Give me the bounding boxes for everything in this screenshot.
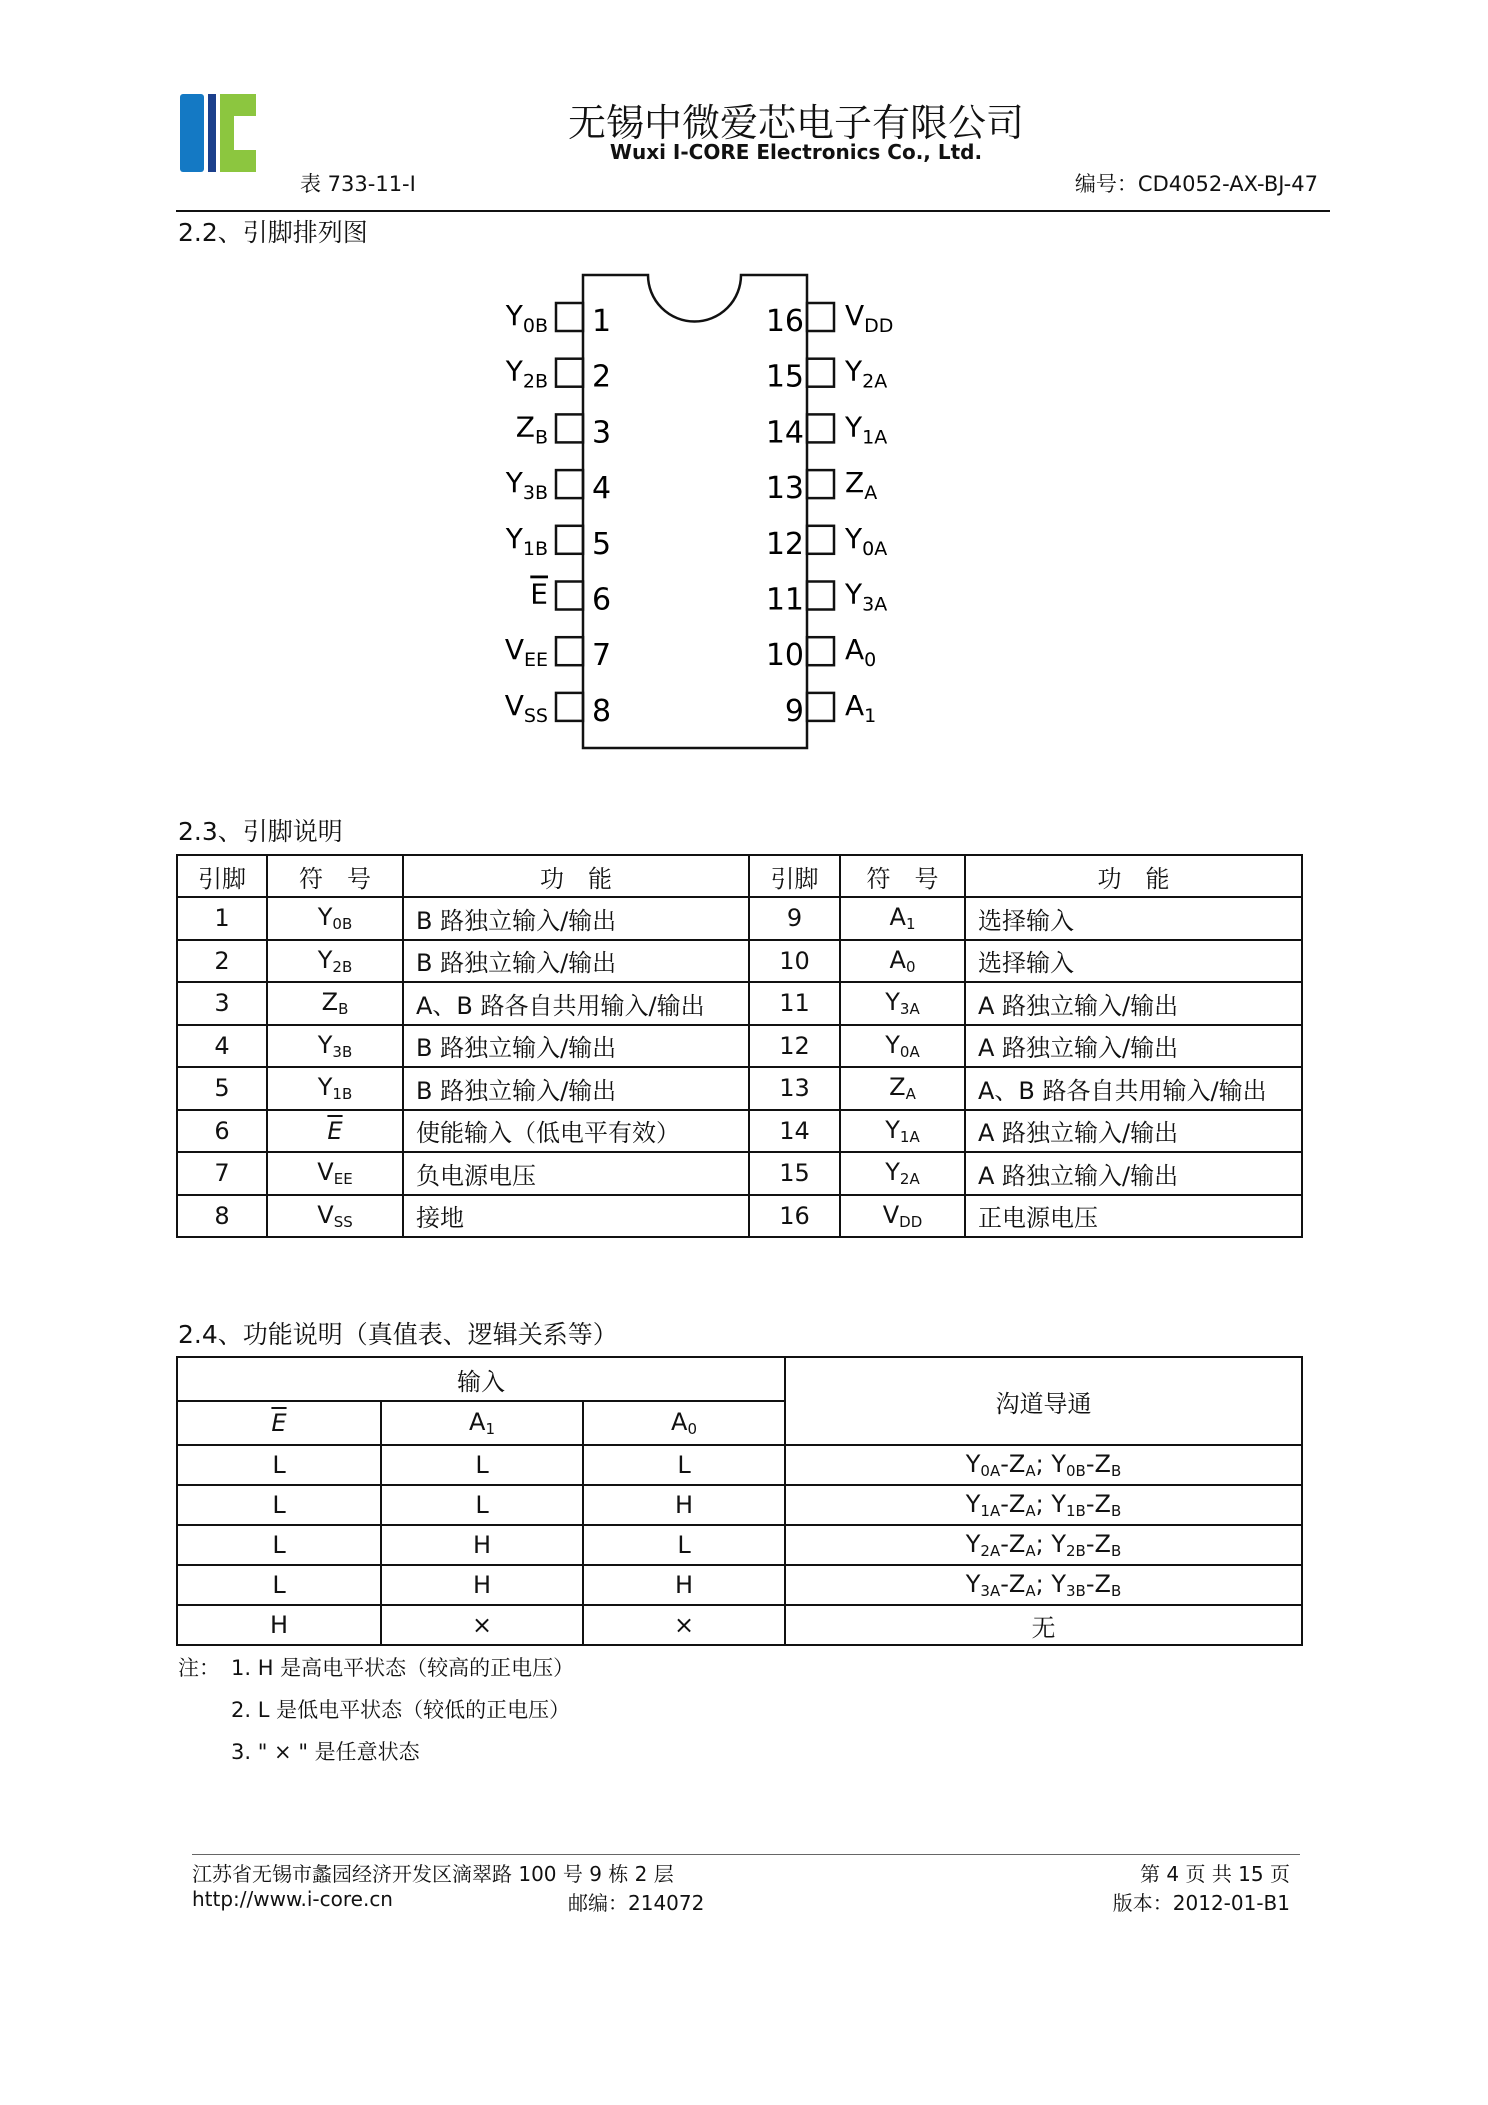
pin-number: 13: [765, 471, 804, 507]
function-cell: 负电源电压: [403, 1152, 749, 1195]
table-row: [177, 940, 1302, 983]
symbol-main: Y: [317, 945, 333, 974]
footer-page-number: 第 4 页 共 15 页: [1140, 1862, 1290, 1886]
pin-label: $Z_B$: [515, 410, 548, 449]
notes-label: 注：: [178, 1656, 220, 1680]
pin-pad: [556, 582, 583, 610]
pin-number-cell: 4: [177, 1025, 267, 1068]
symbol-subscript: 3A: [899, 1000, 920, 1019]
header-cell: 符 号: [267, 855, 403, 897]
section-heading-pin-description: 2.3、引脚说明: [178, 817, 343, 846]
table-row: [177, 1565, 1302, 1605]
pin-pad: [556, 303, 583, 331]
function-cell: 接地: [403, 1195, 749, 1238]
input-cell: L: [177, 1485, 381, 1525]
symbol-subscript: 2A: [899, 1170, 920, 1189]
symbol-cell: [267, 1195, 403, 1238]
input-cell: H: [177, 1605, 381, 1645]
symbol-cell: [267, 897, 403, 940]
pin-number-cell: 3: [177, 982, 267, 1025]
table-row: [177, 1025, 1302, 1068]
channel-cell: $Y_{2A}-Z_A$; $Y_{2B}-Z_B$: [785, 1525, 1302, 1565]
symbol-main: A: [469, 1408, 486, 1436]
pin-number-cell: 2: [177, 940, 267, 983]
symbol-cell: [840, 1067, 965, 1110]
channel-cell: $Y_{3A}-Z_A$; $Y_{3B}-Z_B$: [785, 1565, 1302, 1605]
pin-symbol: [890, 946, 916, 974]
pin-pad: [807, 637, 834, 665]
symbol-main: Y: [317, 1073, 333, 1102]
pin-number-cell: 16: [749, 1195, 840, 1238]
symbol-cell: [267, 940, 403, 983]
function-cell: 正电源电压: [965, 1195, 1302, 1238]
input-cell: L: [583, 1525, 785, 1565]
symbol-main: V: [317, 1200, 334, 1229]
pin-pad: [556, 526, 583, 554]
pin-number: 11: [765, 582, 804, 618]
symbol-main: Y: [317, 903, 333, 932]
pin-number: 7: [592, 638, 612, 674]
function-cell: A 路独立输入/输出: [965, 1025, 1302, 1068]
symbol-main: $\overline{E}$: [327, 1116, 343, 1145]
table-row: [177, 1195, 1302, 1238]
pin-pad: [556, 693, 583, 721]
pin-label: $V_{EE}$: [504, 633, 548, 672]
input-cell: H: [381, 1525, 583, 1565]
function-cell: B 路独立输入/输出: [403, 1025, 749, 1068]
pin-symbol: [271, 1409, 286, 1437]
pin-label: $Y_{3A}$: [845, 577, 888, 616]
symbol-subscript: SS: [333, 1212, 353, 1231]
pin-pad: [807, 526, 834, 554]
pin-symbol: [889, 903, 916, 934]
function-cell: B 路独立输入/输出: [403, 897, 749, 940]
input-cell: L: [381, 1485, 583, 1525]
pin-label: $Y_{2A}$: [845, 354, 888, 393]
table-row: [177, 897, 1302, 940]
header-cell: 功 能: [403, 855, 749, 897]
symbol-subscript: 2B: [332, 957, 353, 976]
header-cell: 引脚: [749, 855, 840, 897]
symbol-main: Y: [885, 988, 900, 1017]
symbol-subscript: DD: [899, 1212, 923, 1231]
pin-symbol: [318, 1031, 353, 1059]
section-heading-pinout: 2.2、引脚排列图: [178, 218, 368, 247]
pin-symbol: [885, 1031, 919, 1059]
pin-number: 16: [765, 304, 804, 339]
pin-label: $Y_{1A}$: [845, 410, 888, 449]
footer-address: 江苏省无锡市蠡园经济开发区滴翠路 100 号 9 栋 2 层: [192, 1862, 674, 1886]
symbol-cell: [840, 897, 965, 940]
pin-pad: [807, 414, 834, 442]
symbol-subscript: EE: [333, 1170, 353, 1189]
note-item: 2. L 是低电平状态（较低的正电压）: [231, 1698, 571, 1722]
symbol-subscript: A: [905, 1085, 916, 1104]
table-row: [177, 1445, 1302, 1485]
symbol-subscript: 0: [687, 1420, 697, 1438]
pin-symbol: [317, 1201, 352, 1229]
pin-symbol: [885, 1158, 920, 1189]
pin-pad: [556, 359, 583, 387]
header-cell: 引脚: [177, 855, 267, 897]
input-header-cell: [381, 1401, 583, 1445]
pin-pad: [807, 359, 834, 387]
pin-number: 10: [765, 638, 804, 674]
pin-number-cell: 9: [749, 897, 840, 940]
note-item: 1. H 是高电平状态（较高的正电压）: [231, 1656, 575, 1680]
input-cell: L: [381, 1445, 583, 1485]
symbol-main: Y: [885, 1115, 900, 1144]
document-number: 编号：CD4052-AX-BJ-47: [1074, 172, 1318, 196]
function-cell: 使能输入（低电平有效）: [403, 1110, 749, 1153]
table-row: [177, 1067, 1302, 1110]
pin-pad: [807, 693, 834, 721]
table-row: [177, 982, 1302, 1025]
channel-cell: $Y_{0A}-Z_A$; $Y_{0B}-Z_B$: [785, 1445, 1302, 1485]
pin-number-cell: 15: [749, 1152, 840, 1195]
output-header: 沟道导通: [785, 1357, 1302, 1445]
company-name-cn: 无锡中微爱芯电子有限公司: [567, 101, 1024, 145]
symbol-main: V: [317, 1158, 334, 1187]
pin-symbol: [318, 946, 353, 974]
symbol-main: Y: [885, 1158, 900, 1187]
symbol-main: Y: [317, 1030, 333, 1059]
function-cell: A、B 路各自共用输入/输出: [965, 1067, 1302, 1110]
table-row: [177, 1152, 1302, 1195]
pin-symbol: [317, 1158, 353, 1189]
footer-version: 版本：2012-01-B1: [1112, 1891, 1290, 1915]
pin-symbol: [469, 1408, 495, 1436]
note-item: 3. " × " 是任意状态: [231, 1740, 420, 1764]
channel-cell: $Y_{1A}-Z_A$; $Y_{1B}-Z_B$: [785, 1485, 1302, 1525]
function-cell: A、B 路各自共用输入/输出: [403, 982, 749, 1025]
pin-number: 14: [765, 415, 804, 451]
pin-label: $Y_{0B}$: [505, 299, 548, 337]
pin-number: 4: [592, 471, 612, 507]
symbol-subscript: 1: [905, 915, 916, 934]
pinout-diagram: [0, 0, 1488, 800]
pin-symbol: [883, 1201, 923, 1229]
table-row: [177, 1525, 1302, 1565]
input-cell: ×: [583, 1605, 785, 1645]
input-cell: L: [583, 1445, 785, 1485]
symbol-subscript: 0: [905, 957, 916, 976]
symbol-cell: [840, 1025, 965, 1068]
symbol-subscript: 1: [485, 1420, 495, 1438]
pin-pad: [556, 414, 583, 442]
pin-number: 15: [765, 359, 804, 395]
pin-label: $Y_{3B}$: [505, 466, 548, 505]
symbol-subscript: 1A: [899, 1127, 920, 1146]
symbol-subscript: 1B: [332, 1085, 353, 1104]
symbol-cell: [267, 1110, 403, 1153]
input-header-cell: [583, 1401, 785, 1445]
symbol-subscript: B: [338, 1000, 349, 1019]
pin-number: 12: [765, 526, 804, 562]
input-cell: H: [381, 1565, 583, 1605]
function-cell: A 路独立输入/输出: [965, 1152, 1302, 1195]
symbol-main: A: [889, 945, 906, 974]
pin-number-cell: 12: [749, 1025, 840, 1068]
pin-symbol: [317, 903, 353, 934]
function-cell: A 路独立输入/输出: [965, 1110, 1302, 1153]
table-row: [177, 1605, 1302, 1645]
footer-rule: [192, 1854, 1300, 1855]
pin-pad: [556, 470, 583, 498]
symbol-cell: [267, 1152, 403, 1195]
function-cell: A 路独立输入/输出: [965, 982, 1302, 1025]
symbol-subscript: 3B: [332, 1042, 353, 1061]
pin-number: 8: [592, 693, 612, 729]
pin-symbol: [889, 1073, 916, 1104]
pin-pad: [807, 303, 834, 331]
symbol-main: A: [889, 903, 906, 932]
input-cell: L: [177, 1445, 381, 1485]
function-cell: B 路独立输入/输出: [403, 1067, 749, 1110]
symbol-cell: [267, 1025, 403, 1068]
pin-symbol: [885, 1116, 919, 1144]
pin-number-cell: 11: [749, 982, 840, 1025]
input-cell: L: [177, 1565, 381, 1605]
function-cell: 选择输入: [965, 897, 1302, 940]
symbol-main: Z: [889, 1073, 906, 1102]
pin-number: 5: [592, 526, 612, 562]
input-cell: L: [177, 1525, 381, 1565]
pin-number: 9: [784, 693, 804, 729]
function-cell: B 路独立输入/输出: [403, 940, 749, 983]
pin-label: $Y_{1B}$: [505, 521, 548, 560]
pin-label: $V_{SS}$: [504, 688, 548, 727]
footer-postcode: 邮编：214072: [568, 1891, 705, 1915]
input-header-cell: [177, 1401, 381, 1445]
table-header-row: [177, 855, 1302, 897]
pin-symbol: [317, 1073, 353, 1104]
pin-symbol: [885, 988, 920, 1019]
channel-cell: 无: [785, 1605, 1302, 1645]
function-cell: 选择输入: [965, 940, 1302, 983]
symbol-main: V: [882, 1200, 900, 1229]
symbol-cell: [840, 1110, 965, 1153]
pin-label: $A_0$: [845, 633, 877, 672]
symbol-cell: [267, 982, 403, 1025]
pin-label: E: [530, 577, 548, 611]
pin-number-cell: 1: [177, 897, 267, 940]
section-heading-function: 2.4、功能说明（真值表、逻辑关系等）: [178, 1320, 618, 1349]
symbol-cell: [840, 1152, 965, 1195]
pin-label: $Z_A$: [845, 466, 878, 505]
pin-number: 6: [592, 582, 612, 618]
input-cell: ×: [381, 1605, 583, 1645]
pin-symbol: [321, 988, 349, 1019]
pin-symbol: [327, 1117, 342, 1145]
header-cell: 功 能: [965, 855, 1302, 897]
table-row: [177, 1485, 1302, 1525]
footer-url[interactable]: http://www.i-core.cn: [192, 1887, 393, 1911]
pin-number: 1: [592, 304, 612, 339]
header-cell: 符 号: [840, 855, 965, 897]
symbol-cell: [840, 940, 965, 983]
pin-pad: [807, 470, 834, 498]
symbol-cell: [267, 1067, 403, 1110]
truth-table: [176, 1356, 1303, 1646]
pin-pad: [807, 582, 834, 610]
symbol-subscript: 0B: [332, 915, 353, 934]
symbol-cell: [840, 982, 965, 1025]
pin-number-cell: 6: [177, 1110, 267, 1153]
form-number: 表 733-11-I: [300, 172, 416, 196]
pin-number-cell: 14: [749, 1110, 840, 1153]
pin-label: $V_{DD}$: [845, 299, 894, 337]
pin-symbol: [671, 1408, 697, 1436]
table-row: [177, 1110, 1302, 1153]
pin-number-cell: 5: [177, 1067, 267, 1110]
pin-number-cell: 13: [749, 1067, 840, 1110]
pin-number-cell: 10: [749, 940, 840, 983]
symbol-cell: [840, 1195, 965, 1238]
company-name-en: Wuxi I-CORE Electronics Co., Ltd.: [609, 140, 983, 164]
symbol-main: $\overline{E}$: [271, 1409, 287, 1437]
input-cell: H: [583, 1565, 785, 1605]
symbol-subscript: 0A: [899, 1042, 920, 1061]
input-group-header: 输入: [177, 1357, 785, 1401]
pin-number: 2: [592, 359, 612, 395]
pin-number-cell: 8: [177, 1195, 267, 1238]
pin-description-table: [176, 854, 1303, 1238]
symbol-main: Y: [885, 1030, 900, 1059]
input-cell: H: [583, 1485, 785, 1525]
pin-pad: [556, 637, 583, 665]
symbol-main: A: [671, 1408, 688, 1436]
pin-number-cell: 7: [177, 1152, 267, 1195]
symbol-main: Z: [321, 988, 339, 1017]
pin-label: $Y_{0A}$: [845, 521, 888, 560]
pin-number: 3: [592, 415, 612, 451]
pin-label: $Y_{2B}$: [505, 354, 548, 393]
pin-label: $A_1$: [845, 688, 877, 727]
